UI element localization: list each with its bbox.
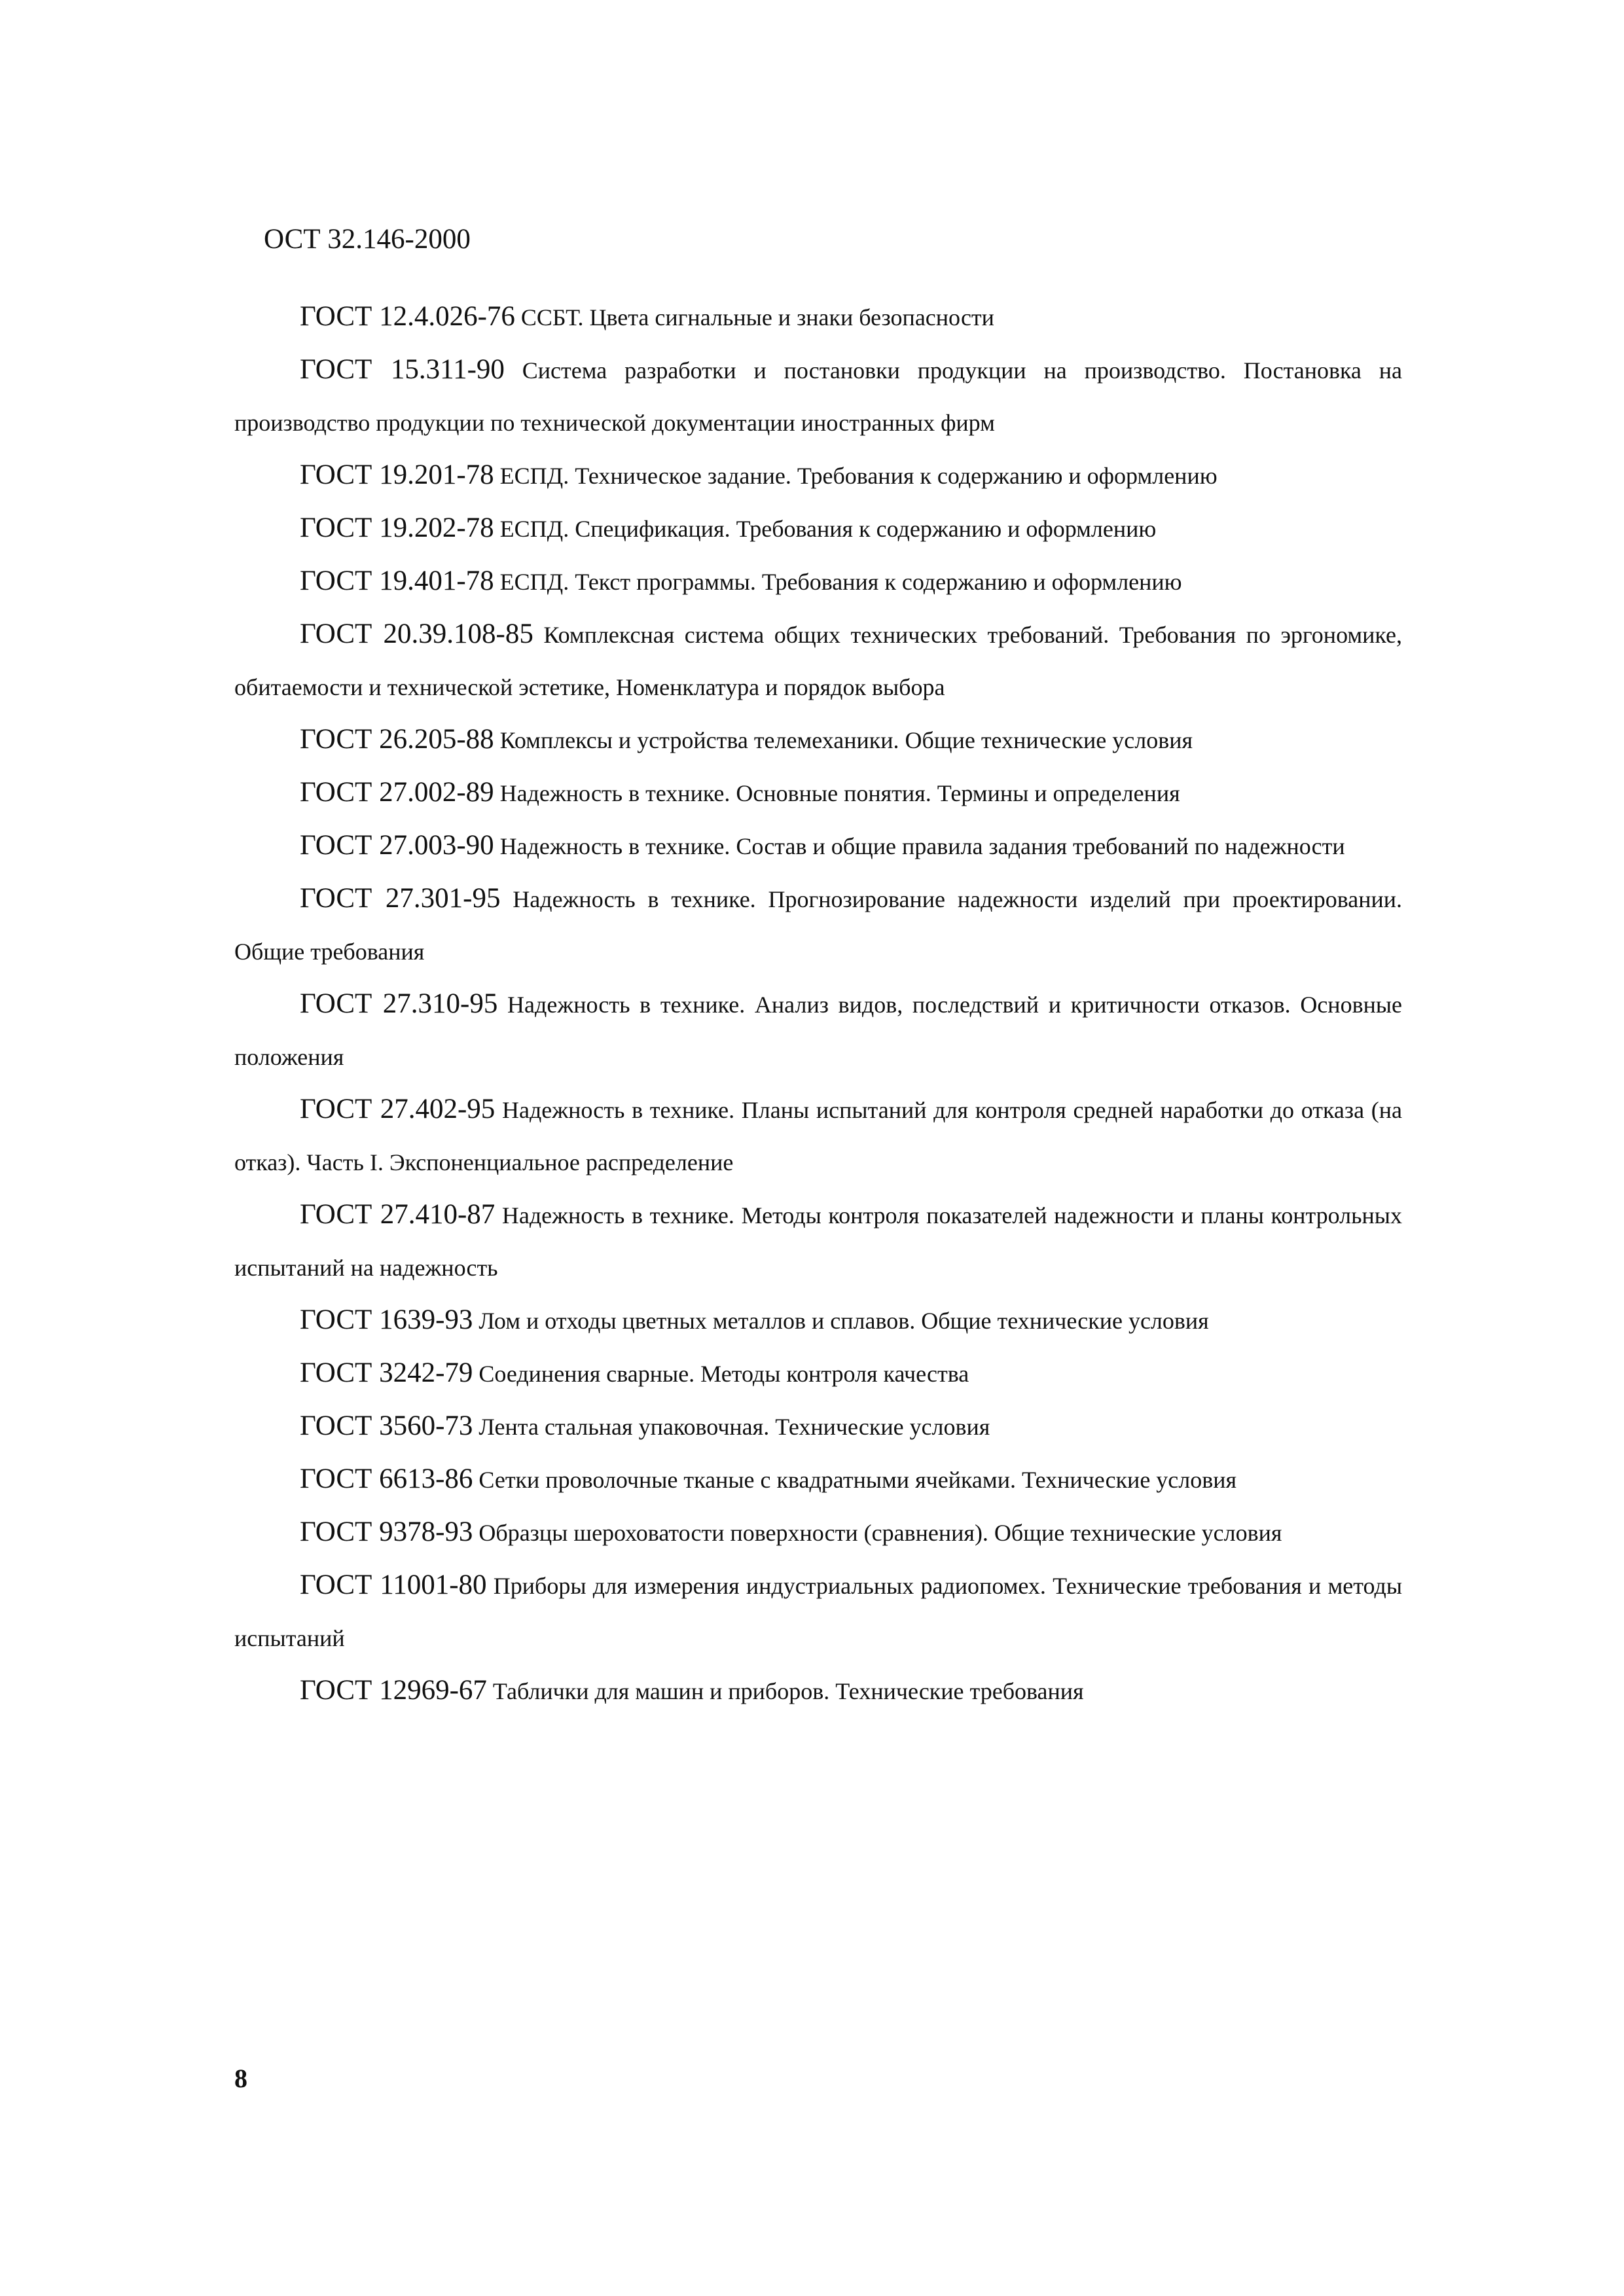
standard-title: ЕСПД. Текст программы. Требования к содержанию и оформлению (499, 569, 1182, 595)
standard-title: ЕСПД. Спецификация. Требования к содержанию и оформлению (499, 516, 1157, 542)
standard-title: Комплексная система общих технических требований. Требования по эргономике, обитаемости и технической эстетике, Номенклатура и порядок выбора (234, 622, 1403, 700)
reference-entry (234, 1559, 1402, 1664)
standard-title: Лента стальная упаковочная. Технические условия (478, 1414, 990, 1440)
reference-entry (234, 713, 1402, 766)
standard-title: Надежность в технике. Состав и общие правила задания требований по надежности (499, 833, 1345, 859)
standard-title: ЕСПД. Техническое задание. Требования к содержанию и оформлению (499, 463, 1218, 489)
standard-code: ГОСТ 27.410-87 (300, 1199, 496, 1230)
reference-entry (234, 555, 1402, 608)
standard-code: ГОСТ 15.311-90 (300, 354, 505, 385)
reference-entry (234, 344, 1402, 449)
standard-title: Лом и отходы цветных металлов и сплавов. Общие технические условия (478, 1308, 1209, 1334)
standard-code: ГОСТ 19.202-78 (300, 512, 494, 543)
standard-code: ГОСТ 1639-93 (300, 1304, 473, 1335)
standard-code: ГОСТ 27.301-95 (300, 883, 501, 914)
standard-code: ГОСТ 3242-79 (300, 1357, 473, 1388)
normative-references-list (234, 291, 1402, 1717)
standard-title: Надежность в технике. Планы испытаний для контроля средней наработки до отказа (на отказ). Часть I. Экспоненциальное распределение (234, 1097, 1403, 1175)
standard-title: Образцы шероховатости поверхности (сравнения). Общие технические условия (478, 1520, 1282, 1546)
reference-entry (234, 1294, 1402, 1347)
standard-code: ГОСТ 27.003-90 (300, 830, 494, 861)
standard-title: ССБТ. Цвета сигнальные и знаки безопасности (520, 304, 994, 331)
reference-entry (234, 1506, 1402, 1559)
standard-code: ГОСТ 27.402-95 (300, 1094, 496, 1124)
reference-entry (234, 1189, 1402, 1294)
standard-code: ГОСТ 12.4.026-76 (300, 301, 515, 332)
standard-title: Система разработки и постановки продукции на производство. Постановка на производство продукции по технической документации иностранных фирм (234, 357, 1403, 436)
standard-title: Надежность в технике. Методы контроля показателей надежности и планы контрольных испытаний на надежность (234, 1202, 1402, 1281)
standard-code: ГОСТ 6613-86 (300, 1463, 473, 1494)
reference-entry (234, 1400, 1402, 1453)
standard-code: ГОСТ 27.310-95 (300, 988, 498, 1019)
standard-code: ГОСТ 27.002-89 (300, 777, 494, 808)
reference-entry (234, 872, 1402, 978)
standard-title: Надежность в технике. Основные понятия. Термины и определения (499, 780, 1180, 806)
standard-title: Таблички для машин и приборов. Технические требования (492, 1678, 1084, 1704)
standard-code: ГОСТ 9378-93 (300, 1516, 473, 1547)
standard-code: ГОСТ 11001-80 (300, 1570, 487, 1600)
reference-entry (234, 1083, 1402, 1189)
standard-code: ГОСТ 19.201-78 (300, 459, 494, 490)
standard-code: ГОСТ 19.401-78 (300, 565, 494, 596)
standard-title: Сетки проволочные тканые с квадратными ячейками. Технические условия (478, 1467, 1237, 1493)
standard-title: Соединения сварные. Методы контроля качества (478, 1361, 969, 1387)
reference-entry (234, 608, 1402, 713)
standard-code: ГОСТ 26.205-88 (300, 724, 494, 755)
reference-entry (234, 1664, 1402, 1717)
standard-code: ГОСТ 20.39.108-85 (300, 619, 533, 649)
reference-entry (234, 502, 1402, 555)
page-number: 8 (234, 2064, 247, 2093)
reference-entry (234, 1347, 1402, 1400)
standard-code: ГОСТ 3560-73 (300, 1410, 473, 1441)
reference-entry (234, 819, 1402, 872)
reference-entry (234, 978, 1402, 1083)
document-code-header: ОСТ 32.146-2000 (264, 224, 471, 255)
reference-entry (234, 449, 1402, 502)
standard-title: Комплексы и устройства телемеханики. Общие технические условия (499, 727, 1193, 753)
standard-code: ГОСТ 12969-67 (300, 1675, 487, 1706)
standard-title: Надежность в технике. Прогнозирование надежности изделий при проектировании. Общие требования (234, 886, 1402, 965)
standard-title: Надежность в технике. Анализ видов, последствий и критичности отказов. Основные положения (234, 992, 1403, 1070)
reference-entry (234, 291, 1402, 344)
reference-entry (234, 766, 1402, 819)
reference-entry (234, 1453, 1402, 1506)
standard-title: Приборы для измерения индустриальных радиопомех. Технические требования и методы испытаний (234, 1573, 1403, 1651)
